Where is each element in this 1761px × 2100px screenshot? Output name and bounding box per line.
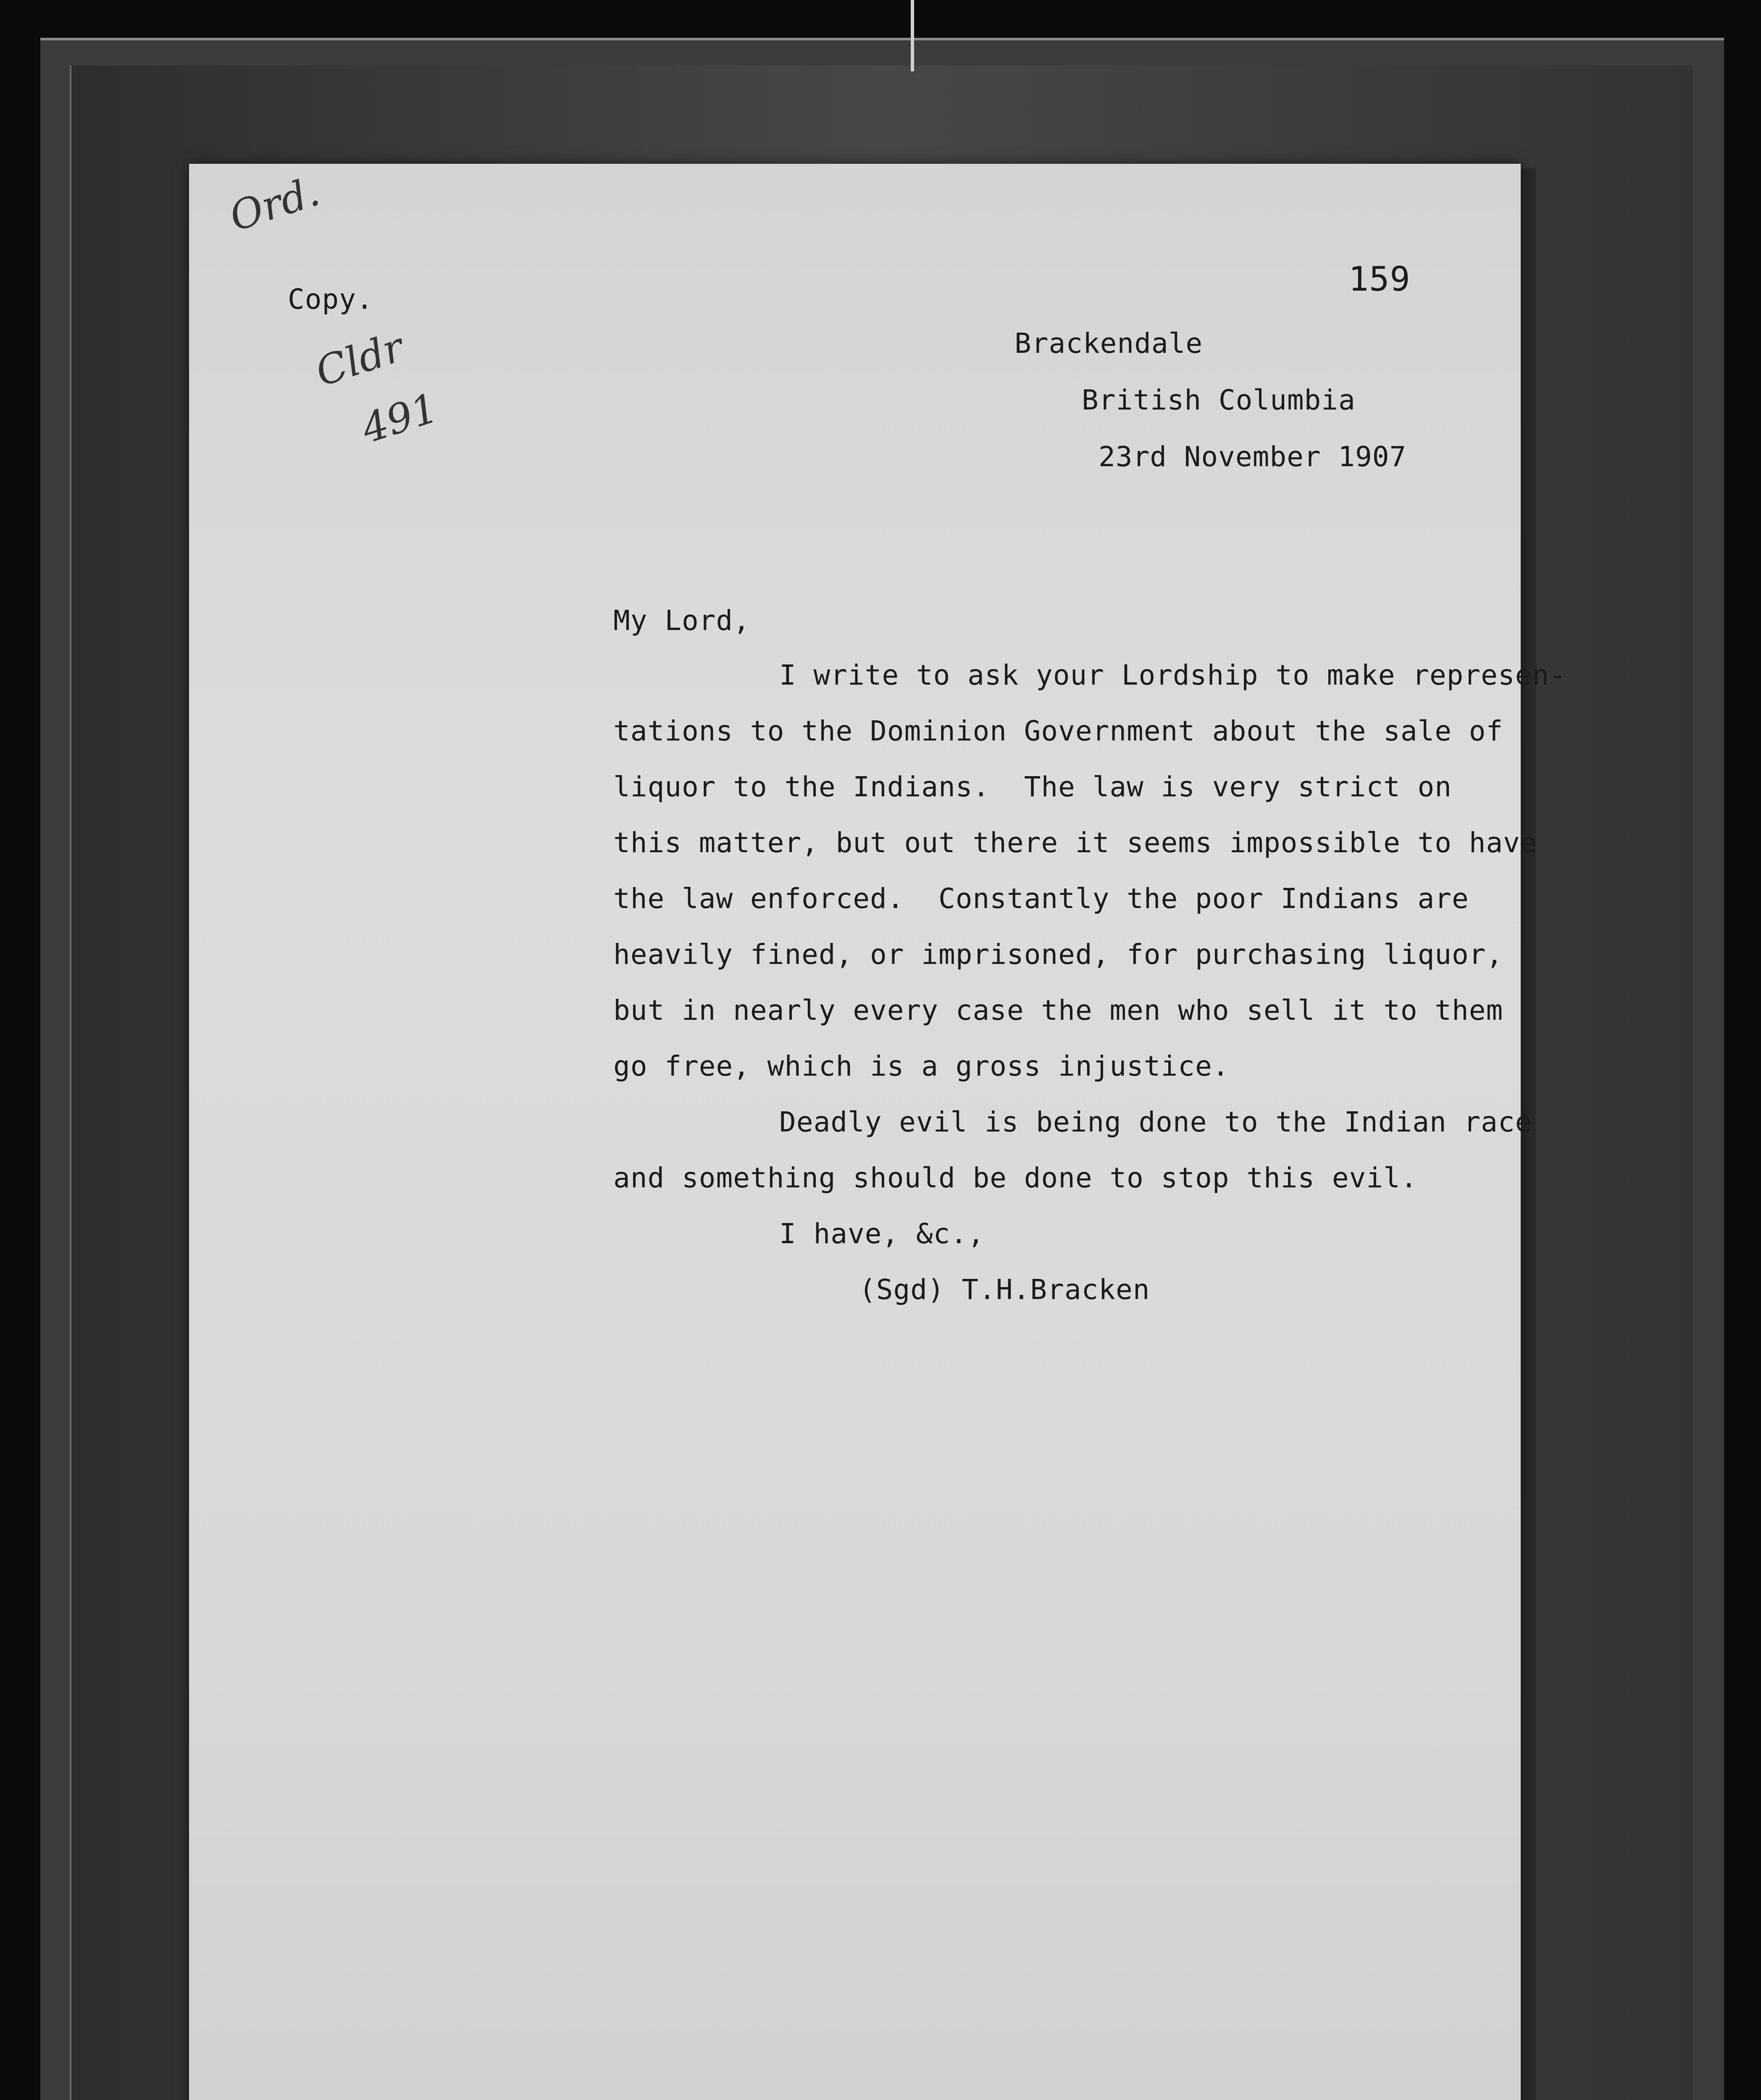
address-line-1: Brackendale [1015,327,1203,360]
body-line: go free, which is a gross injustice. [613,1050,1230,1082]
signature: (Sgd) T.H.Bracken [859,1273,1150,1306]
letter-page [189,164,1567,2100]
copy-label: Copy. [288,283,373,315]
page-number: 159 [1348,260,1411,299]
handwritten-note-top: Ord. [223,168,325,241]
body-line: heavily fined, or imprisoned, for purchasing liquor, [613,938,1503,971]
letter-date: 23rd November 1907 [1099,441,1407,473]
address-line-2: British Columbia [1082,384,1356,416]
body-line: this matter, but out there it seems impossible to have [613,827,1538,859]
salutation: My Lord, [613,604,750,637]
body-line: but in nearly every case the men who sell it to them [613,994,1503,1026]
body-line: tations to the Dominion Government about the sale of [613,715,1503,747]
body-line: the law enforced. Constantly the poor Indians are [613,882,1469,915]
body-line: and something should be done to stop this evil. [613,1162,1418,1194]
body-line: Deadly evil is being done to the Indian race [779,1106,1532,1138]
closing: I have, &c., [779,1218,985,1250]
handwritten-note-left-2: 491 [356,384,444,453]
body-line: I write to ask your Lordship to make represen- [779,659,1567,691]
frame-tick-mark [911,0,914,71]
body-line: liquor to the Indians. The law is very strict on [613,771,1452,803]
handwritten-note-left-1: Cldr [310,323,409,396]
